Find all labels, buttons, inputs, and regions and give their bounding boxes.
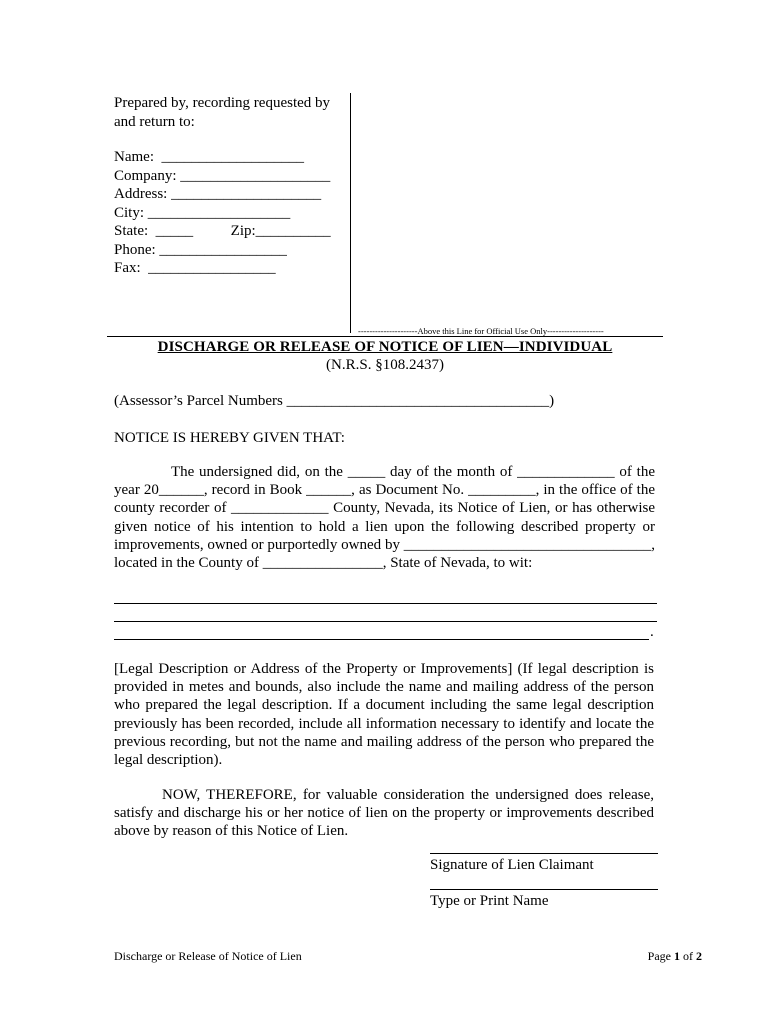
signature-label: Signature of Lien Claimant bbox=[430, 857, 594, 873]
name-field[interactable]: Name: ___________________ bbox=[114, 149, 304, 165]
legal-description-instructions: [Legal Description or Address of the Property or Improvements] (If legal description is provided in metes and bounds, also include the name and mailing address of the person who prepared the legal description. If a document including the same legal description previously has been recorded, include all information necessary to identify and locate the previous recording, but not the name and mailing address of the person who prepared the legal description). bbox=[114, 661, 654, 769]
page-of: of bbox=[680, 949, 696, 963]
recital-line[interactable]: year 20______, record in Book ______, as Document No. _________, in the office of the bbox=[114, 482, 655, 499]
page-current: 1 bbox=[674, 949, 680, 963]
address-field[interactable]: Address: ____________________ bbox=[114, 186, 322, 202]
description-line-1[interactable] bbox=[114, 603, 657, 604]
state-zip-field[interactable]: State: _____ Zip:__________ bbox=[114, 223, 331, 239]
official-use-notice: ---------------------Above this Line for Official Use Only-------------------- bbox=[358, 326, 604, 336]
description-line-3[interactable] bbox=[114, 639, 649, 640]
print-name-label: Type or Print Name bbox=[430, 893, 549, 909]
recital-line[interactable]: The undersigned did, on the _____ day of the month of _____________ of the bbox=[114, 464, 655, 480]
recital-line[interactable]: county recorder of _____________ County, Nevada, its Notice of Lien, or has otherwise bbox=[114, 500, 655, 517]
recital-line[interactable]: improvements, owned or purportedly owned by _________________________________, bbox=[114, 536, 655, 553]
parcel-numbers-field[interactable]: (Assessor’s Parcel Numbers ___________________________________) bbox=[114, 393, 555, 409]
signature-line[interactable] bbox=[430, 853, 658, 854]
page-total: 2 bbox=[696, 949, 702, 963]
page-number bbox=[648, 949, 702, 964]
document-title: DISCHARGE OR RELEASE OF NOTICE OF LIEN—INDIVIDUAL bbox=[157, 339, 613, 355]
official-use-rule bbox=[107, 336, 663, 337]
prepared-by-label: Prepared by, recording requested by bbox=[114, 95, 331, 111]
company-field[interactable]: Company: ____________________ bbox=[114, 167, 331, 184]
page-prefix: Page bbox=[647, 949, 674, 963]
footer-document-name: Discharge or Release of Notice of Lien bbox=[114, 949, 302, 963]
recording-box-divider bbox=[350, 93, 351, 333]
recital-line[interactable]: located in the County of ________________, State of Nevada, to wit: bbox=[114, 555, 533, 572]
statute-reference: (N.R.S. §108.2437) bbox=[326, 357, 444, 373]
city-field[interactable]: City: ___________________ bbox=[114, 204, 291, 221]
print-name-line[interactable] bbox=[430, 889, 658, 890]
recital-paragraph bbox=[114, 463, 655, 572]
phone-field[interactable]: Phone: _________________ bbox=[114, 241, 287, 258]
release-statement: NOW, THEREFORE, for valuable consideration the undersigned does release, satisfy and discharge his or her notice of lien on the property or improvements described above by reason of this Notice of Lien. bbox=[114, 787, 654, 840]
description-period: . bbox=[650, 624, 654, 640]
description-line-2[interactable] bbox=[114, 621, 657, 622]
notice-heading: NOTICE IS HEREBY GIVEN THAT: bbox=[114, 430, 345, 446]
return-to-label: and return to: bbox=[114, 113, 195, 130]
recital-line: given notice of his intention to hold a lien upon the following described property or bbox=[114, 518, 655, 535]
fax-field[interactable]: Fax: _________________ bbox=[114, 260, 276, 276]
